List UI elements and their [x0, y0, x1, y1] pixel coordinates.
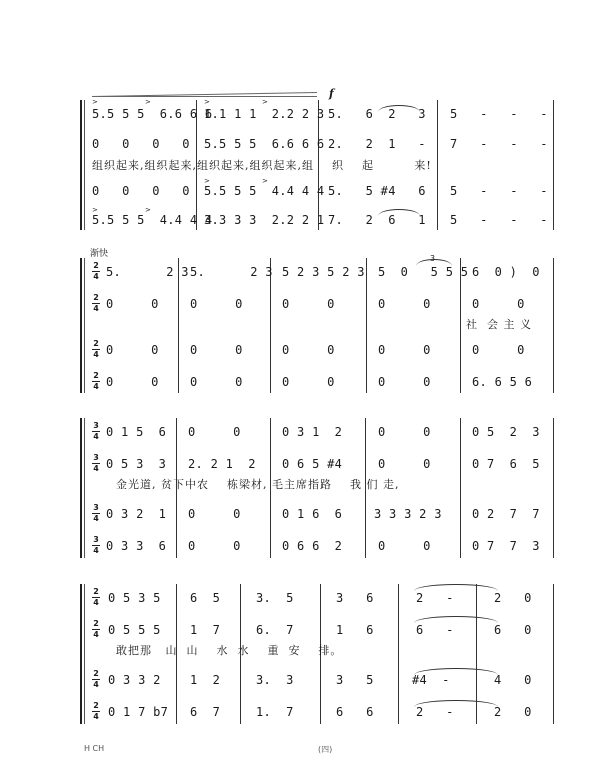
accent-mark: >	[262, 98, 268, 106]
measure: 2. 2 1 2	[188, 457, 256, 471]
measure: 5.5 5 5 4.4 4 4	[204, 184, 325, 198]
measure: 3 3 3 2 3	[374, 507, 442, 521]
measure: 5.5 5 5 6.6 6 6	[92, 107, 213, 121]
time-signature: 2 4	[93, 293, 99, 313]
lyric-row	[0, 314, 614, 332]
measure: 0 0	[188, 539, 241, 553]
lyric-text: 敢把那 山 山 水 水 重 安 排。	[116, 644, 343, 657]
time-signature: 2 4	[93, 669, 99, 689]
time-signature: 2 4	[93, 701, 99, 721]
measure: 1. 7	[256, 705, 294, 719]
measure: 0 0	[188, 507, 241, 521]
measure: 5 0 5 5 5	[378, 265, 469, 279]
measure: 5.5 5 5 4.4 4 4	[92, 213, 213, 227]
measure: 0 3 3 6	[106, 539, 167, 553]
measure: 0 0	[378, 425, 431, 439]
measure: 5. 5 #4 6	[328, 184, 426, 198]
measure: 0 0	[472, 343, 525, 357]
score-top-rule-2	[92, 96, 317, 97]
voice-row-2	[0, 620, 614, 642]
lyric-text: 组织起来,组织起来,组织起来,组织起来,组 织 起 来!	[92, 159, 432, 172]
measure: 7 - - -	[450, 137, 548, 151]
measure: 6 0 ) 0	[472, 265, 540, 279]
measure: 3.3 3 3 2.2 2 1	[204, 213, 325, 227]
measure: 0 0	[378, 457, 431, 471]
measure: 0 0	[472, 297, 525, 311]
lyric-row	[0, 155, 614, 173]
voice-row-4	[0, 536, 614, 558]
voice-row-3	[0, 181, 614, 203]
time-signature: 3 4	[93, 421, 99, 441]
measure: 0 0	[190, 343, 243, 357]
tempo-marking: 渐快	[90, 249, 109, 259]
measure: 0 2 7 7	[472, 507, 540, 521]
voice-row-2	[0, 454, 614, 476]
measure: 0 0	[282, 375, 335, 389]
measure: 6 5	[190, 591, 221, 605]
dynamic-marking: f	[329, 87, 334, 100]
measure: 1.1 1 1 2.2 2 3	[204, 107, 325, 121]
time-signature: 3 4	[93, 535, 99, 555]
measure: 2 0	[494, 705, 532, 719]
measure: 5 2 3 5 2 3	[282, 265, 365, 279]
measure: 0 5 3 5	[108, 591, 161, 605]
measure: 2 0	[494, 591, 532, 605]
measure: 2 -	[416, 591, 454, 605]
time-signature: 2 4	[93, 261, 99, 281]
time-signature: 2 4	[93, 619, 99, 639]
tuplet-number: 3	[430, 254, 436, 263]
lyric-row	[0, 474, 614, 492]
footer-left-text: H CH	[84, 744, 105, 753]
lyric-text: 金光道, 贫下中农 栋梁材, 毛主席指路 我 们 走,	[116, 478, 400, 491]
voice-row-4	[0, 702, 614, 724]
measure: 1 7	[190, 623, 221, 637]
measure: 0 1 6 6	[282, 507, 343, 521]
measure: 0 0	[188, 425, 241, 439]
measure: 5. 2 3	[190, 265, 273, 279]
measure: 0 0	[282, 297, 335, 311]
measure: 6 7	[190, 705, 221, 719]
measure: 0 0	[106, 297, 159, 311]
voice-row-3	[0, 670, 614, 692]
measure: 3 5	[336, 673, 374, 687]
measure: 3 6	[336, 591, 374, 605]
voice-row-1	[0, 588, 614, 610]
measure: 2 -	[416, 705, 454, 719]
time-signature: 3 4	[93, 503, 99, 523]
voice-row-1	[0, 422, 614, 444]
measure: 6 0	[494, 623, 532, 637]
accent-mark: >	[204, 98, 210, 106]
slur	[378, 209, 420, 216]
measure: 0 0	[190, 375, 243, 389]
measure: 0 0	[378, 343, 431, 357]
measure: 0 3 3 2	[108, 673, 161, 687]
measure: 0 0	[106, 343, 159, 357]
measure: 5. 2 3	[106, 265, 189, 279]
measure: 0 0	[378, 375, 431, 389]
accent-mark: >	[145, 98, 151, 106]
measure: 7. 2 6 1	[328, 213, 426, 227]
measure: 0 5 5 5	[108, 623, 161, 637]
lyric-row	[0, 640, 614, 658]
voice-row-1	[0, 104, 614, 126]
page-number: (四)	[318, 745, 333, 754]
voice-row-4	[0, 210, 614, 232]
measure: 6 6	[336, 705, 374, 719]
measure: 0 6 6 2	[282, 539, 343, 553]
slur	[378, 105, 420, 112]
time-signature: 3 4	[93, 453, 99, 473]
measure: 0 5 2 3	[472, 425, 540, 439]
measure: 0 0 0 0	[92, 184, 190, 198]
voice-row-3	[0, 340, 614, 362]
measure: 6. 7	[256, 623, 294, 637]
voice-row-1	[0, 262, 614, 284]
accent-mark: >	[92, 98, 98, 106]
measure: 3. 5	[256, 591, 294, 605]
measure: 0 1 5 6	[106, 425, 167, 439]
measure: 3. 3	[256, 673, 294, 687]
measure: 5. 6 2 3	[328, 107, 426, 121]
measure: 5 - - -	[450, 213, 548, 227]
measure: 1 2	[190, 673, 221, 687]
accent-mark: >	[145, 206, 151, 214]
voice-row-3	[0, 504, 614, 526]
measure: 2. 2 1 -	[328, 137, 426, 151]
measure: 0 7 7 3	[472, 539, 540, 553]
measure: 1 6	[336, 623, 374, 637]
voice-row-2	[0, 134, 614, 156]
measure: 0 5 3 3	[106, 457, 167, 471]
voice-row-4	[0, 372, 614, 394]
measure: 0 6 5 #4	[282, 457, 343, 471]
voice-row-2	[0, 294, 614, 316]
accent-mark: >	[204, 177, 210, 185]
measure: 0 3 2 1	[106, 507, 167, 521]
measure: 0 0	[378, 539, 431, 553]
measure: 5 - - -	[450, 184, 548, 198]
accent-mark: >	[262, 177, 268, 185]
measure: 6 -	[416, 623, 454, 637]
measure: 0 0	[282, 343, 335, 357]
measure: 0 0	[106, 375, 159, 389]
measure: 0 0	[190, 297, 243, 311]
measure: 0 1 7 b7	[108, 705, 169, 719]
measure: 5 - - -	[450, 107, 548, 121]
measure: 0 0 0 0	[92, 137, 190, 151]
accent-mark: >	[92, 206, 98, 214]
lyric-text: 社 会 主 义	[466, 318, 532, 331]
time-signature: 2 4	[93, 371, 99, 391]
time-signature: 2 4	[93, 587, 99, 607]
measure: 0 0	[378, 297, 431, 311]
measure: 4 0	[494, 673, 532, 687]
time-signature: 2 4	[93, 339, 99, 359]
measure: #4 -	[412, 673, 450, 687]
measure: 6. 6 5 6	[472, 375, 533, 389]
measure: 5.5 5 5 6.6 6 6	[204, 137, 325, 151]
measure: 0 7 6 5	[472, 457, 540, 471]
measure: 0 3 1 2	[282, 425, 343, 439]
